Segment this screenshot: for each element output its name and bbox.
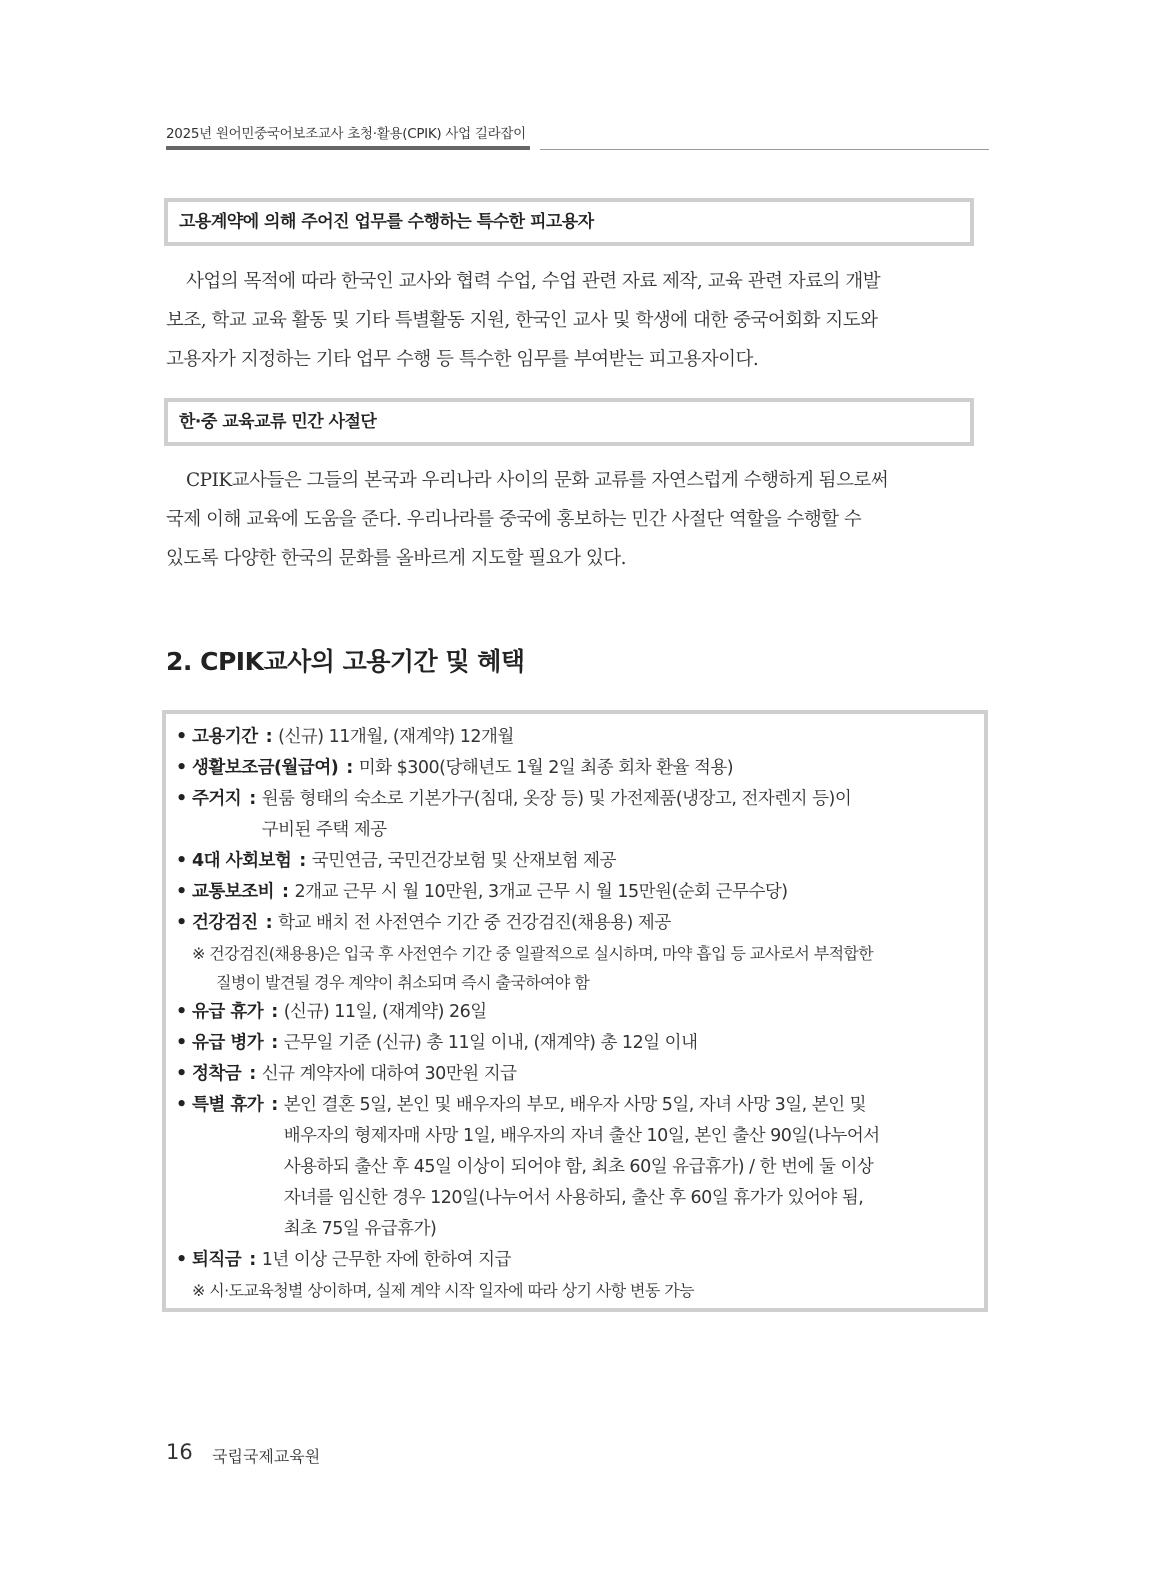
benefits-box [162,710,988,1312]
benefit-item [176,1245,974,1276]
benefit-item [176,753,974,784]
benefit-colon: : [299,851,306,871]
paragraph-employee [166,262,990,379]
benefit-label: 유급 휴가 [192,1002,264,1022]
benefit-text: 배우자의 형제자매 사망 1일, 배우자의 자녀 출산 10일, 본인 출산 90일(나누어서 [283,1126,880,1146]
benefit-text: 학교 배치 전 사전연수 기간 중 건강검진(채용용) 제공 [278,913,671,933]
paragraph-line: 있도록 다양한 한국의 문화를 올바르게 지도할 필요가 있다. [166,548,626,569]
paragraph-line: 고용자가 지정하는 기타 업무 수행 등 특수한 임무를 부여받는 피고용자이다. [166,349,759,370]
section-title: 2. CPIK교사의 고용기간 및 혜택 [166,647,525,676]
bullet-icon: • [176,1250,187,1270]
benefit-item [176,1059,974,1090]
benefit-label: 건강검진 [192,913,258,933]
benefit-text: 국민연금, 국민건강보험 및 산재보험 제공 [311,851,616,871]
benefit-item [176,784,974,846]
benefit-item [176,877,974,908]
benefit-item [176,908,974,939]
paragraph-line: 국제 이해 교육에 도움을 준다. 우리나라를 중국에 홍보하는 민간 사절단 역할을 수행할 수 [166,509,862,530]
note-line: ※ 건강검진(채용용)은 입국 후 사전연수 기간 중 일괄적으로 실시하며, 마약 흡입 등 교사로서 부적합한 [192,944,874,963]
benefit-label: 고용기간 [192,727,258,747]
term-box-envoy: 한·중 교육교류 민간 사절단 [164,398,974,446]
benefit-colon: : [271,1002,278,1022]
benefit-label: 정착금 [192,1064,242,1084]
benefit-text: (신규) 11개월, (재계약) 12개월 [278,727,514,747]
benefit-label: 교통보조비 [192,882,275,902]
benefit-text: (신규) 11일, (재계약) 26일 [283,1002,487,1022]
benefit-colon: : [249,1250,256,1270]
benefit-label: 유급 병가 [192,1033,264,1053]
health-note [176,939,974,997]
term-box-employee: 고용계약에 의해 주어진 업무를 수행하는 특수한 피고용자 [164,198,974,246]
bullet-icon: • [176,1033,187,1053]
benefit-text: 신규 계약자에 대하여 30만원 지급 [261,1064,517,1084]
benefit-text: 사용하되 출산 후 45일 이상이 되어야 함, 최초 60일 유급휴가) / 한 번에 둘 이상 [283,1157,874,1177]
bullet-icon: • [176,789,187,809]
benefit-colon: : [282,882,289,902]
bullet-icon: • [176,1095,187,1115]
bullet-icon: • [176,727,187,747]
header-rule-thin [540,149,989,150]
bullet-icon: • [176,1002,187,1022]
paragraph-line: CPIK교사들은 그들의 본국과 우리나라 사이의 문화 교류를 자연스럽게 수행하게 됨으로써 [186,470,889,491]
benefit-colon: : [271,1095,278,1115]
benefit-colon: : [265,727,273,747]
benefit-text: 구비된 주택 제공 [261,820,387,840]
benefit-label: 특별 휴가 [192,1095,264,1115]
page-number: 16 [166,1440,193,1464]
benefit-text: 미화 $300(당해년도 1월 2일 최종 회차 환율 적용) [358,758,734,778]
running-header: 2025년 원어민중국어보조교사 초청·활용(CPIK) 사업 길라잡이 [166,126,526,142]
benefit-text: 원룸 형태의 숙소로 기본가구(침대, 옷장 등) 및 가전제품(냉장고, 전자렌지 등)이 [261,789,852,809]
benefit-text: 최초 75일 유급휴가) [283,1219,437,1239]
benefit-colon: : [249,789,256,809]
benefit-item [176,846,974,877]
benefit-text: 근무일 기준 (신규) 총 11일 이내, (재계약) 총 12일 이내 [283,1033,698,1053]
benefit-colon: : [346,758,353,778]
paragraph-line: 보조, 학교 교육 활동 및 기타 특별활동 지원, 한국인 교사 및 학생에 대한 중국어회화 지도와 [166,310,878,331]
bullet-icon: • [176,758,187,778]
benefit-colon: : [271,1033,278,1053]
benefit-label: 주거지 [192,789,242,809]
benefit-text: 2개교 근무 시 월 10만원, 3개교 근무 시 월 15만원(순회 근무수당) [294,882,788,902]
benefit-text: 1년 이상 근무한 자에 한하여 지급 [261,1250,511,1270]
benefit-label: 퇴직금 [192,1250,242,1270]
benefit-colon: : [265,913,273,933]
benefit-label: 4대 사회보험 [192,851,292,871]
benefit-colon: : [249,1064,256,1084]
bullet-icon: • [176,913,187,933]
benefit-label: 생활보조금(월급여) [192,758,339,778]
benefit-text: 자녀를 임신한 경우 120일(나누어서 사용하되, 출산 후 60일 휴가가 있어야 됨, [283,1188,864,1208]
bullet-icon: • [176,851,187,871]
paragraph-envoy [166,461,990,578]
footer-organization: 국립국제교육원 [212,1447,321,1466]
note-line: 질병이 발견될 경우 계약이 취소되며 즉시 출국하여야 함 [216,973,590,992]
benefit-item [176,1028,974,1059]
header-rule-thick [166,146,530,150]
bullet-icon: • [176,882,187,902]
benefit-item [176,722,974,753]
paragraph-line: 사업의 목적에 따라 한국인 교사와 협력 수업, 수업 관련 자료 제작, 교육 관련 자료의 개발 [186,271,881,292]
final-note: ※ 시·도교육청별 상이하며, 실제 계약 시작 일자에 따라 상기 사항 변동 가능 [192,1281,694,1300]
benefit-item [176,997,974,1028]
benefit-item [176,1090,974,1245]
benefit-text: 본인 결혼 5일, 본인 및 배우자의 부모, 배우자 사망 5일, 자녀 사망 3일, 본인 및 [283,1095,867,1115]
bullet-icon: • [176,1064,187,1084]
